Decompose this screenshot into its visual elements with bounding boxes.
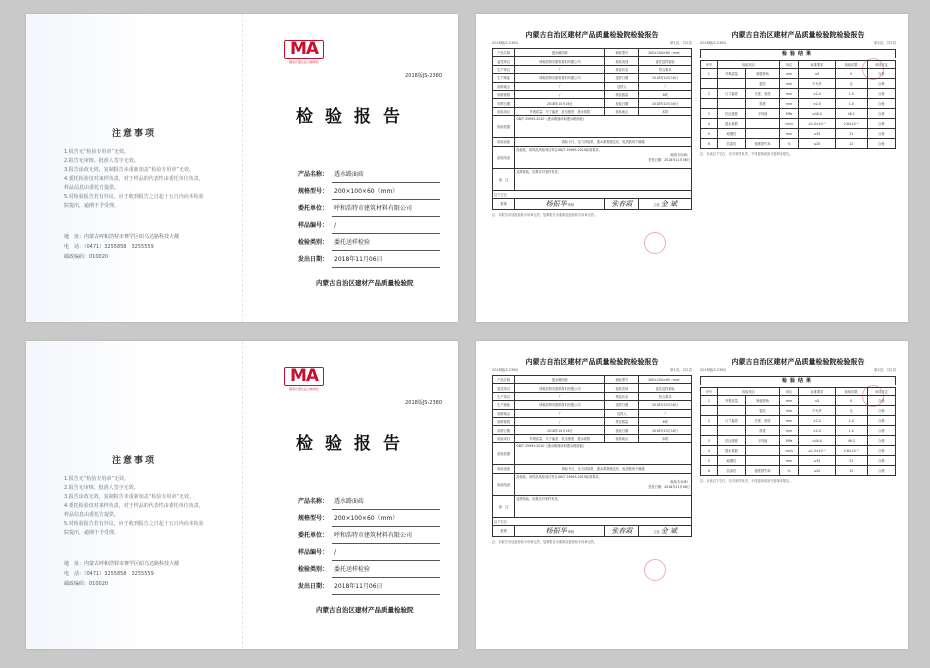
report-cover-page xyxy=(26,14,458,322)
report-cover-page xyxy=(26,341,458,649)
report-table-title: 内蒙古自治区建材产品质量检验院检验报告 xyxy=(525,358,659,366)
approve-signature: 杨振华 xyxy=(545,199,567,208)
table-row: 3 抗压强度 平均值 MPa ≥40.0 46.2 合格 xyxy=(701,436,896,446)
notes-list xyxy=(64,148,234,211)
notes-title: 注意事项 xyxy=(112,129,157,139)
note-item: 5.对检验报告若有异议，应于收到报告之日起十五日内向本检验 xyxy=(64,194,204,200)
contact-info xyxy=(64,559,234,589)
table-row: 检验项目 外观质量、尺寸偏差、抗压强度、透水系数 检验地点 本院 xyxy=(493,107,692,115)
table-row: 2 尺寸偏差 长度、宽度 mm ±2.0 1.0 合格 xyxy=(701,416,896,426)
table-row: 检验依据 GB/T 25993-2010《透水路面砖和透水路面板》 xyxy=(493,116,692,138)
table-header-row: 序号 检验项目 单位 标准要求 检验结果 单项评定 xyxy=(701,61,896,69)
table-row: 委托单位 呼和浩特市建筑材料有限公司 检验类别 委托送样检验 xyxy=(493,384,692,392)
table-row: 产品名称 透水路面砖 商标型号 200×100×60（mm） xyxy=(493,49,692,57)
report-table-subtitle: 2018版JS-2380 第1页，共2页 xyxy=(492,41,692,45)
cover-fields xyxy=(298,493,440,595)
table-row: 裂纹 mm 不允许 无 合格 xyxy=(701,79,896,89)
contact-address: 地 址：内蒙古呼和浩特市赛罕区昭乌达路科技大楼 xyxy=(64,561,180,567)
table-row: 检验结论 经检验，该样品所检项目符合GB/T 25993-2010标准要求。 （检验专用章） 签发日期：2018年11月06日 xyxy=(493,146,692,168)
results-note: 注：本表以下空白，仅对来样负责，不得复制或部分复制本报告。 xyxy=(700,479,793,484)
note-item: 2.报告无审核、批准人签字无效。 xyxy=(64,485,139,491)
table-row: 裂纹 mm 不允许 无 合格 xyxy=(701,406,896,416)
table-row: 6 抗冻性 强度损失率 % ≤20 12 合格 xyxy=(701,466,896,476)
results-table-title: 内蒙古自治区建材产品质量检验院检验报告 xyxy=(731,358,865,366)
note-item: 1.报告无“检验专用章”无效。 xyxy=(64,149,129,155)
issuer-name: 内蒙古自治区建材产品质量检验院 xyxy=(316,606,414,614)
results-heading: 检验结果 xyxy=(700,49,896,58)
inspection-seal-icon xyxy=(644,232,666,254)
signature-row: 批准 杨振华 审核 张春霞 主检 金 斌 xyxy=(493,525,692,536)
notes-panel xyxy=(26,14,242,322)
table-row: 5 耐磨性 mm ≤35 31 合格 xyxy=(701,456,896,466)
note-item: 3.报告涂改无效，复制报告未重新加盖“检验专用章”无效。 xyxy=(64,494,194,500)
report-table-page xyxy=(476,341,908,649)
table-row: 到样日期 2018年10月16日 检验日期 2018年10月16日 xyxy=(493,99,692,107)
field-product-name: 产品名称： 透水路面砖 xyxy=(298,493,440,510)
report-number: 2018版JS-2380 xyxy=(405,400,442,406)
contact-address: 地 址：内蒙古呼和浩特市赛罕区昭乌达路科技大楼 xyxy=(64,234,180,240)
field-model: 规格型号： 200×100×60（mm） xyxy=(298,183,440,200)
cma-logo xyxy=(284,367,324,391)
field-test-type: 检验类别： 委托送样检验 xyxy=(298,561,440,578)
tester-signature: 金 斌 xyxy=(660,199,677,208)
table-header-row: 序号 检验项目 单位 标准要求 检验结果 单项评定 xyxy=(701,388,896,396)
table-row: 2 尺寸偏差 长度、宽度 mm ±2.0 1.0 合格 xyxy=(701,89,896,99)
field-product-name: 产品名称： 透水路面砖 xyxy=(298,166,440,183)
approve-signature: 杨振华 xyxy=(545,526,567,535)
report-table-subtitle: 2018版JS-2380 第1页，共2页 xyxy=(492,368,692,372)
table-row: 6 抗冻性 强度损失率 % ≤20 12 合格 xyxy=(701,139,896,149)
table-row: 抽样基数 / 样品数量 6块 xyxy=(493,417,692,425)
table-row: 检验项目 外观质量、尺寸偏差、抗压强度、透水系数 检验地点 本院 xyxy=(493,434,692,442)
field-sample-no: 样品编号： / xyxy=(298,544,440,561)
note-item: 4.委托检验仅对来样负责，对于样品的代表性由委托单位负责， xyxy=(64,503,204,509)
table-row: 以下空白 xyxy=(493,517,692,525)
contact-info xyxy=(64,232,234,262)
table-row: 5 耐磨性 mm ≤35 31 合格 xyxy=(701,129,896,139)
table-row: 生产单位 / 样品状态 符合要求 xyxy=(493,392,692,400)
notes-panel xyxy=(26,341,242,649)
note-item: 样品信息由委托方提供。 xyxy=(64,512,120,518)
table-row: 检验设备 游标卡尺、压力试验机、透水系数测定仪、电热鼓风干燥箱 xyxy=(493,465,692,473)
inspection-seal-icon xyxy=(644,559,666,581)
table-row: 生产地址 呼和浩特市建筑材料有限公司 送样日期 2018年10月16日 xyxy=(493,74,692,82)
table-row: 生产单位 / 样品状态 符合要求 xyxy=(493,65,692,73)
table-row: 检验设备 游标卡尺、压力试验机、透水系数测定仪、电热鼓风干燥箱 xyxy=(493,138,692,146)
review-signature: 张春霞 xyxy=(611,199,633,208)
report-title: 检验报告 xyxy=(296,434,412,454)
issuer-name: 内蒙古自治区建材产品质量检验院 xyxy=(316,279,414,287)
report-number: 2018版JS-2380 xyxy=(405,73,442,79)
contact-phone: 电 话：（0471）3255858 3255559 xyxy=(64,244,154,250)
note-item: 3.报告涂改无效，复制报告未重新加盖“检验专用章”无效。 xyxy=(64,167,194,173)
contact-postcode: 邮政编码：010020 xyxy=(64,254,109,260)
table-row: 检验结论 经检验，该样品所检项目符合GB/T 25993-2010标准要求。 （检验专用章） 签发日期：2018年11月06日 xyxy=(493,473,692,495)
table-row: 厚度 mm ±2.0 1.0 合格 xyxy=(701,426,896,436)
note-item: 院提出，逾期不予受理。 xyxy=(64,203,120,209)
report-info-pane xyxy=(492,357,692,544)
field-issue-date: 发出日期： 2018年11月06日 xyxy=(298,251,440,268)
results-note: 注：本表以下空白，仅对来样负责，不得复制或部分复制本报告。 xyxy=(700,152,793,157)
results-pane xyxy=(700,357,896,483)
note-item: 2.报告无审核、批准人签字无效。 xyxy=(64,158,139,164)
table-row: 1 外观质量 缺棱掉角 mm ≤5 0 合格 xyxy=(701,69,896,79)
field-client: 委托单位： 呼和浩特市建筑材料有限公司 xyxy=(298,200,440,217)
table-row: 4 透水系数 cm/s ≥1.0×10⁻² 2.6×10⁻² 合格 xyxy=(701,446,896,456)
contact-postcode: 邮政编码：010020 xyxy=(64,581,109,587)
table-row: 厚度 mm ±2.0 1.0 合格 xyxy=(701,99,896,109)
cma-logo xyxy=(284,40,324,64)
table-row: 抽样地点 / 送样人 / xyxy=(493,82,692,90)
table-row: 检验依据 GB/T 25993-2010《透水路面砖和透水路面板》 xyxy=(493,443,692,465)
signature-row: 批准 杨振华 审核 张春霞 主检 金 斌 xyxy=(493,198,692,209)
results-pane xyxy=(700,30,896,156)
table-row: 抽样基数 / 样品数量 6块 xyxy=(493,90,692,98)
report-info-table xyxy=(492,375,692,537)
field-client: 委托单位： 呼和浩特市建筑材料有限公司 xyxy=(298,527,440,544)
field-sample-no: 样品编号： / xyxy=(298,217,440,234)
notes-title: 注意事项 xyxy=(112,456,157,466)
field-issue-date: 发出日期： 2018年11月06日 xyxy=(298,578,440,595)
tester-signature: 金 斌 xyxy=(660,526,677,535)
report-title: 检验报告 xyxy=(296,107,412,127)
table-row: 抽样地点 / 送样人 / xyxy=(493,409,692,417)
cma-subtitle: 国家计量认证合格单位 xyxy=(288,60,319,64)
notes-list xyxy=(64,475,234,538)
cma-mark-icon: MA xyxy=(284,367,324,386)
report-note: 注：本报告未加盖检验专用章无效，复制报告未重新加盖检验专用章无效。 xyxy=(492,212,598,217)
report-table-page xyxy=(476,14,908,322)
field-test-type: 检验类别： 委托送样检验 xyxy=(298,234,440,251)
cma-subtitle: 国家计量认证合格单位 xyxy=(288,387,319,391)
cma-mark-icon: MA xyxy=(284,40,324,59)
note-item: 院提出，逾期不予受理。 xyxy=(64,530,120,536)
report-info-pane xyxy=(492,30,692,217)
results-table-title: 内蒙古自治区建材产品质量检验院检验报告 xyxy=(731,31,865,39)
table-row: 到样日期 2018年10月16日 检验日期 2018年10月16日 xyxy=(493,426,692,434)
table-row: 委托单位 呼和浩特市建筑材料有限公司 检验类别 委托送样检验 xyxy=(493,57,692,65)
report-table-title: 内蒙古自治区建材产品质量检验院检验报告 xyxy=(525,31,659,39)
cover-fields xyxy=(298,166,440,268)
table-row: 1 外观质量 缺棱掉角 mm ≤5 0 合格 xyxy=(701,396,896,406)
table-row: 备 注 送样检验，结果仅对来样负责。 xyxy=(493,168,692,190)
field-model: 规格型号： 200×100×60（mm） xyxy=(298,510,440,527)
inspection-seal-icon xyxy=(862,385,884,407)
results-table-subtitle: 2018版JS-2380 第2页，共2页 xyxy=(700,41,896,45)
table-row: 生产地址 呼和浩特市建筑材料有限公司 送样日期 2018年10月16日 xyxy=(493,401,692,409)
results-heading: 检验结果 xyxy=(700,376,896,385)
table-row: 以下空白 xyxy=(493,190,692,198)
table-row: 4 透水系数 cm/s ≥1.0×10⁻² 2.6×10⁻² 合格 xyxy=(701,119,896,129)
report-note: 注：本报告未加盖检验专用章无效，复制报告未重新加盖检验专用章无效。 xyxy=(492,539,598,544)
table-row: 产品名称 透水路面砖 商标型号 200×100×60（mm） xyxy=(493,376,692,384)
note-item: 样品信息由委托方提供。 xyxy=(64,185,120,191)
table-row: 备 注 送样检验，结果仅对来样负责。 xyxy=(493,495,692,517)
contact-phone: 电 话：（0471）3255858 3255559 xyxy=(64,571,154,577)
table-row: 3 抗压强度 平均值 MPa ≥40.0 46.2 合格 xyxy=(701,109,896,119)
note-item: 1.报告无“检验专用章”无效。 xyxy=(64,476,129,482)
note-item: 5.对检验报告若有异议，应于收到报告之日起十五日内向本检验 xyxy=(64,521,204,527)
results-table-subtitle: 2018版JS-2380 第2页，共2页 xyxy=(700,368,896,372)
note-item: 4.委托检验仅对来样负责，对于样品的代表性由委托单位负责， xyxy=(64,176,204,182)
inspection-seal-icon xyxy=(862,58,884,80)
review-signature: 张春霞 xyxy=(611,526,633,535)
report-info-table xyxy=(492,48,692,210)
